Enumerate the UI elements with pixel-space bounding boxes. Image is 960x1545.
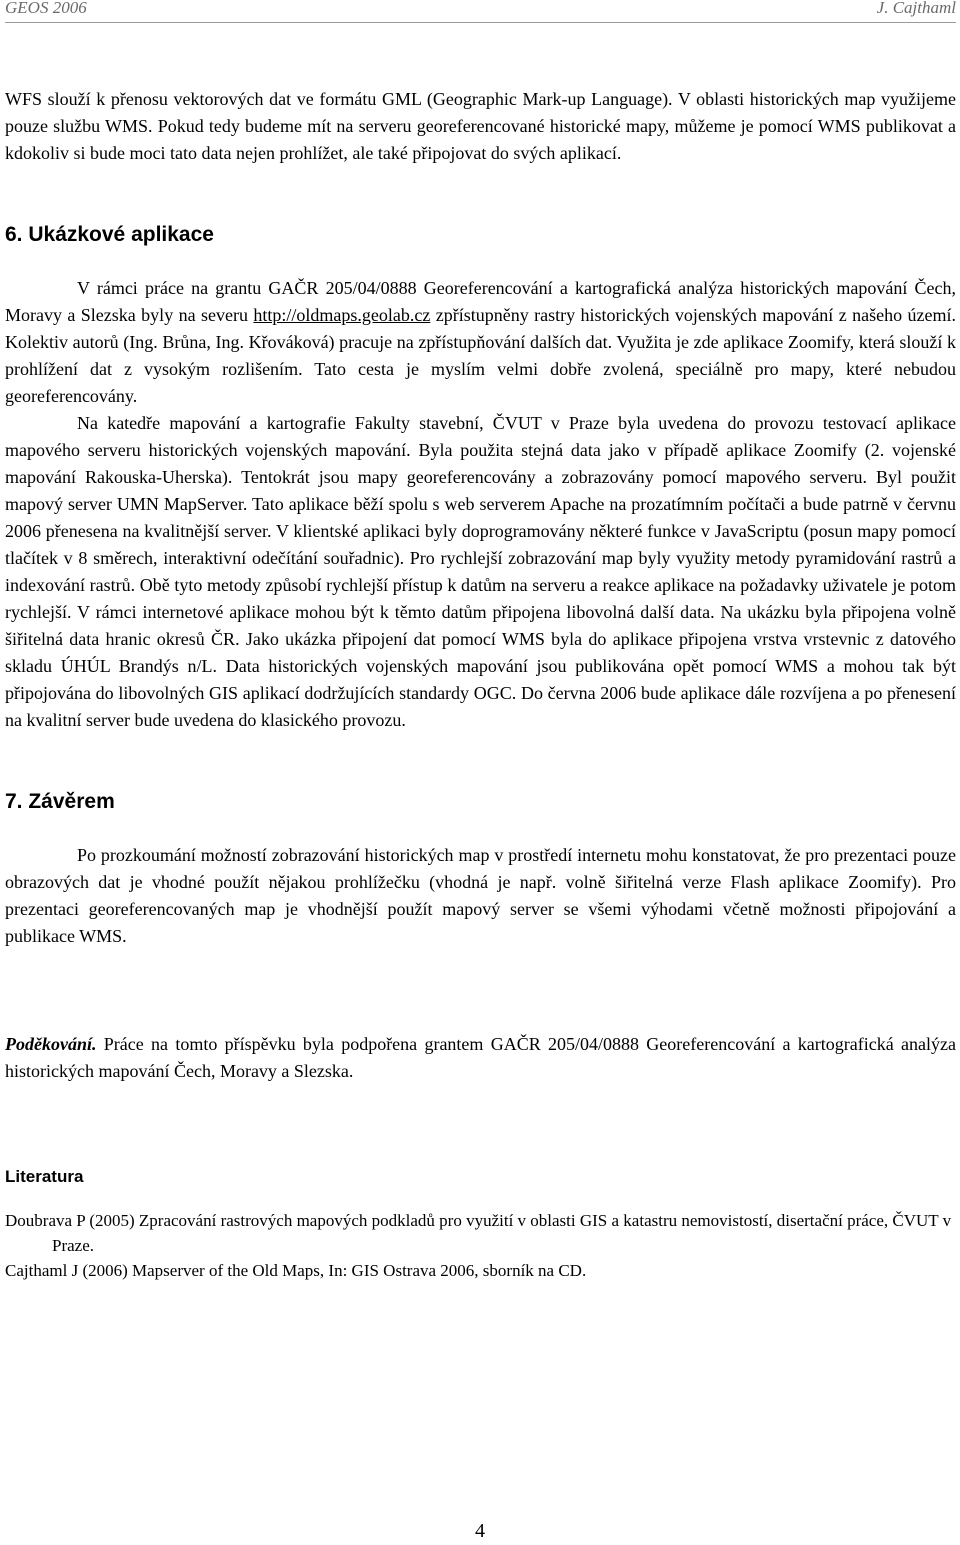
page-number: 4 [475, 1520, 485, 1542]
section-heading-6: 6. Ukázkové aplikace [5, 223, 214, 246]
conclusion-paragraph: Po prozkoumání možností zobrazování historických map v prostředí internetu mohu konstatovat, že pro prezentaci pouze obrazových dat je vhodné použít nějakou prohlížečku (vhodná je např. volně šiřitelná verze Flash aplikace Zoomify). Pro prezentaci georeferencovaných map je vhodnější použít mapový server se všemi výhodami včetně možnosti připojování a publikace WMS. [5, 845, 956, 946]
section6-text-after-link: zpřístupněny rastry historických vojenských mapování z našeho území. Kolektiv autorů (Ing. Brůna, Ing. Křováková) pracuje na zpřístupňování dalších dat. Využita je zde aplikace Zoomify, která slouží k prohlížení dat z vysokým rozlišením. Tato cesta je myslím velmi dobře zvolená, speciálně pro mapy, které nebudou georeferencovány. [5, 305, 956, 406]
running-header-author: J. Cajthaml [876, 0, 956, 17]
acknowledgement-paragraph [5, 1031, 956, 1085]
reference-item: Doubrava P (2005) Zpracování rastrových mapových podkladů pro využití v oblasti GIS a katastru nemovistostí, disertační práce, ČVUT v Praze. [5, 1211, 952, 1255]
intro-paragraph: WFS slouží k přenosu vektorových dat ve formátu GML (Geographic Mark-up Language). V oblasti historických map využijeme pouze službu WMS. Pokud tedy budeme mít na serveru georeferencované historické mapy, můžeme je pomocí WMS publikovat a kdokoliv si bude moci tato data nejen prohlížet, ale také připojovat do svých aplikací. [5, 89, 956, 163]
header-divider [5, 22, 956, 23]
literature-heading: Literatura [5, 1167, 84, 1186]
section6-paragraph-1 [5, 275, 956, 410]
reference-item: Cajthaml J (2006) Mapserver of the Old Maps, In: GIS Ostrava 2006, sborník na CD. [5, 1261, 587, 1280]
section6-paragraph-2: Na katedře mapování a kartografie Fakulty stavební, ČVUT v Praze byla uvedena do provozu testovací aplikace mapového serveru historických vojenských mapování. Byla použita stejná data jako v případě aplikace Zoomify (2. vojenské mapování Rakouska-Uherska). Tentokrát jsou mapy georeferencovány a zobrazovány pomocí mapového serveru. Byl použit mapový server UMN MapServer. Tato aplikace běží spolu s web serverem Apache na prozatímním počítači a bude patrně v červnu 2006 přenesena na kvalitnější server. V klientské aplikaci byly doprogramovány některé funkce v JavaScriptu (posun mapy pomocí tlačítek v 8 směrech, interaktivní odečítání souřadnic). Pro rychlejší zobrazování map byly využity metody pyramidování rastrů a indexování rastrů. Obě tyto metody způsobí rychlejší přístup k datům na serveru a reakce aplikace na požadavky uživatele je potom rychlejší. V rámci internetové aplikace mohou být k těmto datům připojena libovolná další data. Na ukázku byla připojena volně šiřitelná data hranic okresů ČR. Jako ukázka připojení dat pomocí WMS byla do aplikace připojena vrstva vrstevnic z datového skladu ÚHÚL Brandýs n/L. Data historických vojenských mapování jsou publikována opět pomocí WMS a mohou tak být připojována do libovolných GIS aplikací dodržujících standardy OGC. Do června 2006 bude aplikace dále rozvíjena a po přenesení na kvalitní server bude uvedena do klasického provozu. [5, 413, 956, 730]
reference-list [5, 1208, 956, 1283]
acknowledgement-label: Poděkování. [5, 1034, 97, 1054]
acknowledgement-text: Práce na tomto příspěvku byla podpořena grantem GAČR 205/04/0888 Georeferencování a kartografická analýza historických mapování Čech, Moravy a Slezska. [5, 1034, 956, 1081]
section-heading-7: 7. Závěrem [5, 790, 115, 813]
section6-text-before-link: V rámci práce na grantu GAČR 205/04/0888 Georeferencování a kartografická analýza historických mapování Čech, Moravy a Slezska byly na severu [5, 278, 956, 325]
oldmaps-link[interactable]: http://oldmaps.geolab.cz [253, 305, 431, 325]
page-content [5, 86, 956, 1283]
running-header-conference: GEOS 2006 [5, 0, 87, 17]
